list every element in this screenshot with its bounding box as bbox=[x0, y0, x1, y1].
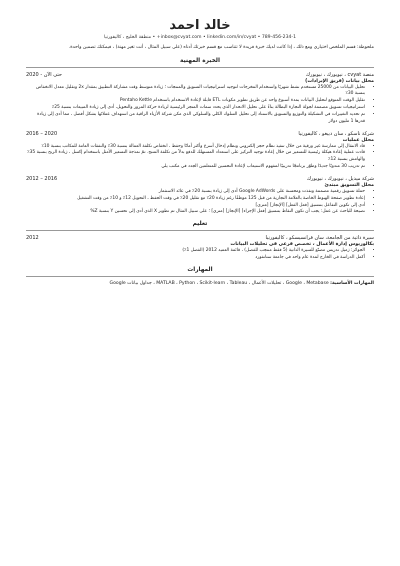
job-title: محلل عمليات bbox=[342, 137, 374, 143]
job-entry bbox=[26, 131, 374, 171]
job-entry bbox=[26, 176, 374, 216]
contact-line: inbox@cvyat.com • linkedin.com/in/cvyat • 789-456-234-1+ • منطقة الخليج ، كاليفورنيا bbox=[103, 35, 297, 40]
section-divider bbox=[26, 67, 374, 68]
job-dates: 2016 – 2020 bbox=[26, 130, 58, 137]
job-bullets bbox=[26, 189, 374, 216]
skills-label: المهارات الأساسية: bbox=[330, 280, 374, 286]
skills-list: Google ، Metabase ، تحليلات الأعمال ، MATLAB ، Python ، Scikit-learn ، Tableau ، جداول بيانات Google bbox=[109, 280, 329, 286]
job-bullet: • قاد الانتقال إلى ممارسة غير ورقية من خلال تنفيذ نظام حجز إلكتروني ونظام إدخال أسرع وأكثر أمانًا وحفظ ، انخفاض تكلفة العمالة بنسبة 30٪ والنفقات العامة للمكاتب بنسبة 10٪ bbox=[26, 144, 365, 151]
job-dates: 2020 - حتى الآن bbox=[26, 71, 62, 78]
job-bullet: • حملة تسويق رقمية مصممة ونفذت ومحسنة على Google AdWords أدى إلى زيادة بنسبة 20٪ في عائد الاستثمار bbox=[26, 189, 365, 196]
section-divider bbox=[26, 230, 374, 231]
job-bullet: • أدى إلى تكوين التفاعل بتنسيق [فعل الفعل] [الإنجاز] [متري] bbox=[26, 203, 365, 210]
job-bullet: • قادت عملية إعادة هيكلة رئيسية للتسعير من خلال إعادة توجيه التركيز على استعداد المستهلك للدفع بدلاً من تكلفة المنتج. تمّ نمذجة التسعير الأمثل باستخدام إكسل ، زيادة الربح بنسبة 35٪ والهامش بنسبة 12٪ bbox=[26, 150, 365, 164]
section-divider bbox=[26, 276, 374, 277]
job-company: شركة ميديل ، نيويورك ، نيويورك bbox=[306, 175, 374, 182]
education-year: 2012 bbox=[26, 235, 39, 242]
summary-note: ملحوظة: قسم الملخص اختياري ومع ذلك ، إذا كانت لديك خبرة فريدة لا تتناسب مع قسم خبرتك أدناه (على سبيل المثال ، أنت تغير مهنة) ، فيمكنك تضمين واحدة. bbox=[68, 45, 374, 50]
job-entry bbox=[26, 72, 374, 126]
skills-line bbox=[26, 281, 374, 288]
job-bullet: • استراتيجيات تسويق مصممة لجولة التجارة البطالة بناءً على تحليل الانحدار الذي يحدد سمات المتجر الرئيسية لزيادة حركة المرور والتحويل، أدى إلى زيادة المبيعات بنسبة 25٪ bbox=[26, 105, 365, 112]
section-title-education: تعليم bbox=[192, 221, 208, 228]
job-bullet: • تقليل الوقت المتوقع لتحليل البيانات بمدة أسبوع واحد عن طريق تطوير مكونات ETL قابلة لإعادة الاستخدام باستخدام Pentaho Kettle bbox=[26, 98, 365, 105]
job-bullet: • تم تدريب 30 مندوبًا جديدًا وطوّر برنامجًا تدريبيًا لمفهوم الاستيعاب لإعادة التحسين للمتعلمين الجدد في مكتب يلي bbox=[26, 164, 365, 171]
job-bullet: • إعادة تطوير صفحة الهبوط الخاصة بالعلامة التجارية من قبل 125 موظفًا رغم زيادة 20٪ مع تقليل 20٪ في وقت الحفظ ، التحويل 12٪ و 10٪ من وقت التشغيل bbox=[26, 196, 365, 203]
job-title: محلل بيانات (فريق الإيرادات) bbox=[305, 78, 374, 84]
education-school: سيرة ذاتية من الجامعة، سان فرانسيسكو ، كاليفورنيا bbox=[265, 235, 374, 242]
section-title-experience: الخبرة المهنية bbox=[180, 57, 220, 64]
job-company: منصة cvyat ، نيويورك ، نيويورك bbox=[305, 71, 374, 78]
job-bullet: • نصيحة للباحث عن عمل: يجب أن تكون النقاط بتنسيق [فعل الإجراء] [الإنجاز] [متري] ؛ على سبيل المثال تم تطوير X الذي أدى إلى تحسين Y بنسبة Z% bbox=[26, 209, 365, 216]
job-bullets bbox=[26, 144, 374, 171]
education-bullet: • أكمل الدراسة في الخارج لمدة عام واحد في جامعة ستانفورد bbox=[26, 255, 365, 262]
job-bullets bbox=[26, 85, 374, 126]
job-bullet: • تم تحديد التغييرات في التشكيلة والتوزيع والتسويق بالاستناد إلى تحليل السلوك الكلي والسلوكي الذي مكن شركة الأزياء الراقية من استهداف عملائها بشكل أفضل ، مما أدى إلى زيادة قدرها 1 مليون دولار bbox=[26, 112, 365, 126]
education-entry bbox=[26, 235, 374, 262]
job-bullet: • تحليل البيانات من 25000 مستخدم نشط شهريًا واستخدام المخرجات لتوجيه استراتيجيات التسويق والمنتجات ؛ زيادة متوسط وقت مشاركة التطبيق بمقدار 2x وتقليل معدل الانخفاض بنسبة 30٪ bbox=[26, 85, 365, 99]
job-dates: 2012 – 2016 bbox=[26, 175, 58, 182]
education-bullet: • الجوائز: زميل تدريس مصنّع للسيرة الذاتية (5 فقط منتجب للفصل) ، قائمة العميد 2012 (الفصل 1٪) bbox=[26, 248, 365, 255]
section-title-skills: المهارات bbox=[187, 266, 213, 273]
education-degree: بكالوريوس إدارة الأعمال ، تخصص فرعي في تحليلات البيانات bbox=[230, 242, 374, 248]
job-company: شركة ناسكو ، سان دييغو ، كاليفورنيا bbox=[298, 130, 374, 137]
candidate-name: خالد احمد bbox=[169, 18, 231, 33]
job-title: محلل التسويق مبتدئ bbox=[324, 182, 374, 188]
education-bullets bbox=[26, 248, 374, 262]
